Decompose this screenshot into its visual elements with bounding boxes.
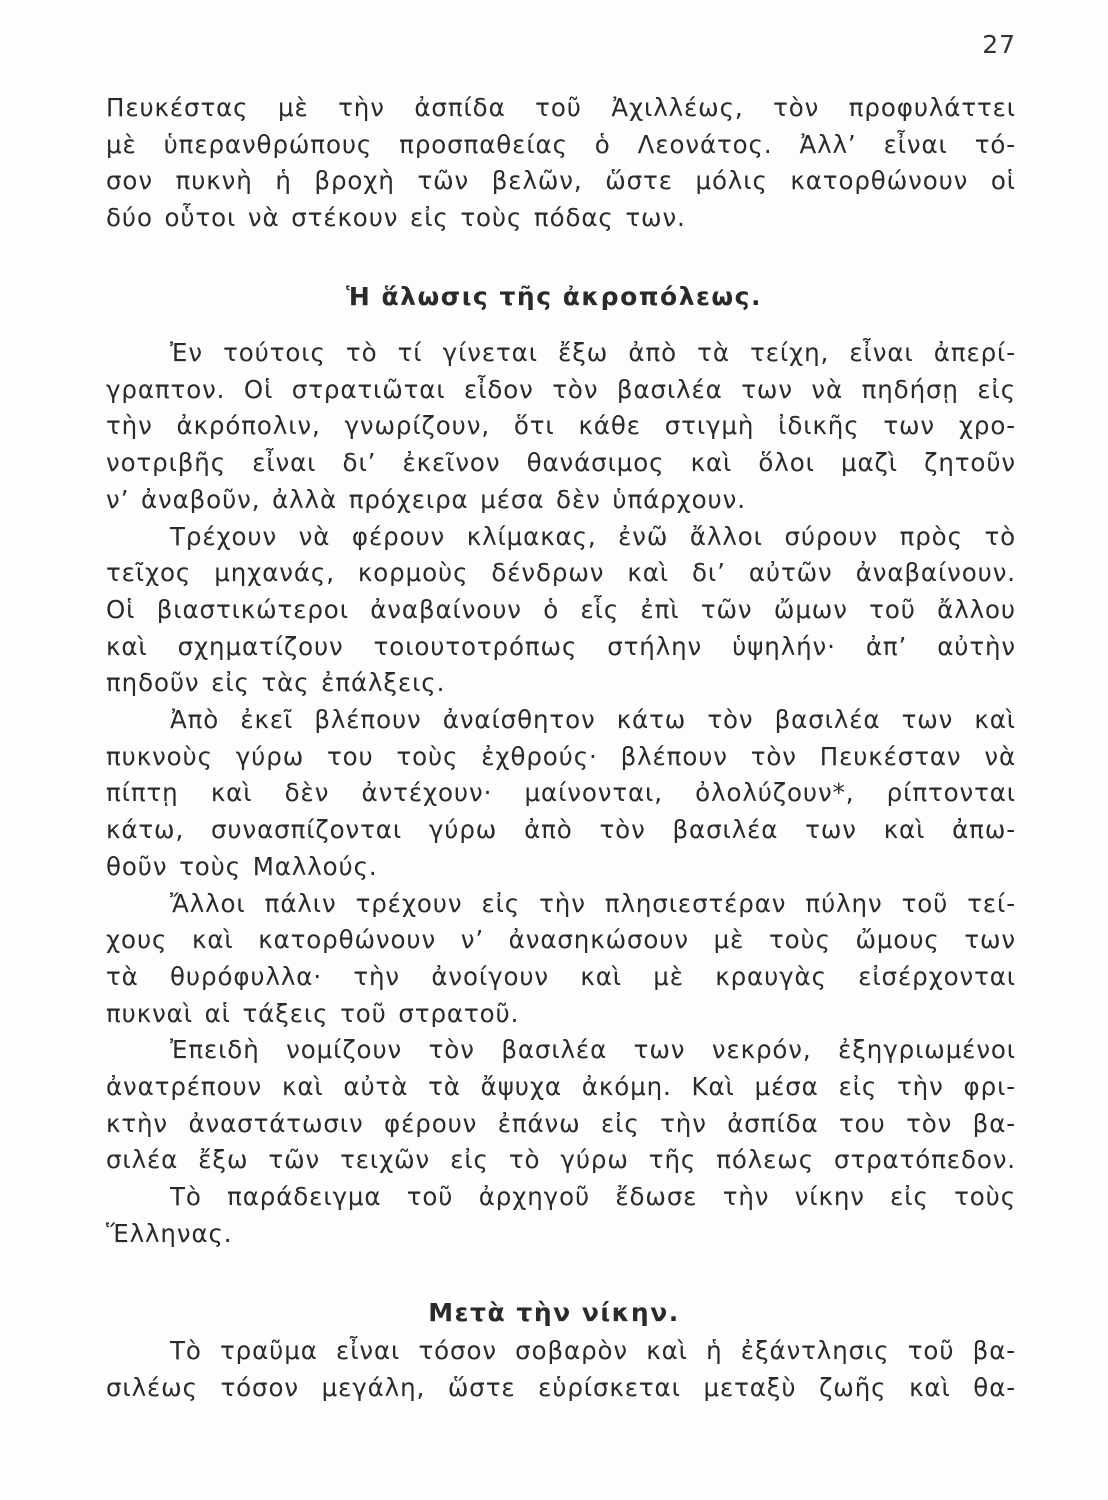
text-line: τὰ θυρόφυλλα· τὴν ἀνοίγουν καὶ μὲ κραυγὰς εἰσέρχονται xyxy=(106,961,1016,991)
text-line: Ἄλλοι πάλιν τρέχουν εἰς τὴν πλησιεστέραν πύλην τοῦ τεί- xyxy=(170,888,1016,918)
text-line: Πευκέστας μὲ τὴν ἀσπίδα τοῦ Ἀχιλλέως, τὸν προφυλάττει xyxy=(106,93,1016,122)
text-line: Τὸ τραῦμα εἶναι τόσον σοβαρὸν καὶ ἡ ἐξάντλησις τοῦ βα- xyxy=(170,1336,1016,1365)
text-line: Ἕλληνας. xyxy=(106,1218,233,1248)
text-line: καὶ σχηματίζουν τοιουτοτρόπως στήλην ὑψηλήν· ἀπ’ αὐτὴν xyxy=(106,631,1016,661)
section-heading-after-victory: Μετὰ τὴν νίκην. xyxy=(428,1298,680,1327)
text-line: πηδοῦν εἰς τὰς ἐπάλξεις. xyxy=(106,668,446,698)
section-after-victory xyxy=(106,1333,1016,1406)
text-line: μὲ ὑπερανθρώπους προσπαθείας ὁ Λεονάτος. Ἀλλ’ εἶναι τό- xyxy=(106,129,1016,159)
section-capture-of-acropolis xyxy=(106,335,1016,1253)
section-heading-capture-of-acropolis: Ἡ ἅλωσις τῆς ἀκροπόλεως. xyxy=(346,282,762,311)
text-line: νοτριβῆς εἶναι δι’ ἐκεῖνον θανάσιμος καὶ ὅλοι μαζὶ ζητοῦν xyxy=(106,448,1016,478)
text-line: σιλέα ἔξω τῶν τειχῶν εἰς τὸ γύρω τῆς πόλεως στρατόπεδον. xyxy=(106,1145,1016,1175)
text-line: Ἐν τούτοις τὸ τί γίνεται ἔξω ἀπὸ τὰ τείχη, εἶναι ἀπερί- xyxy=(170,338,1016,367)
text-line: κτὴν ἀναστάτωσιν φέρουν ἐπάνω εἰς τὴν ἀσπίδα του τὸν βα- xyxy=(106,1108,1016,1138)
text-line: ν’ ἀναβοῦν, ἀλλὰ πρόχειρα μέσα δὲν ὑπάρχουν. xyxy=(106,484,746,514)
text-line: πυκνοὺς γύρω του τοὺς ἐχθρούς· βλέπουν τὸν Πευκέσταν νὰ xyxy=(106,741,1016,771)
text-line: Ἐπειδὴ νομίζουν τὸν βασιλέα των νεκρόν, ἐξηγριωμένοι xyxy=(170,1035,1016,1065)
text-line: πυκναὶ αἱ τάξεις τοῦ στρατοῦ. xyxy=(106,998,520,1028)
text-line: τὴν ἀκρόπολιν, γνωρίζουν, ὅτι κάθε στιγμὴ ἰδικῆς των χρο- xyxy=(106,411,1016,441)
text-line: χους καὶ κατορθώνουν ν’ ἀνασηκώσουν μὲ τοὺς ὤμους των xyxy=(106,925,1016,955)
text-line: Τὸ παράδειγμα τοῦ ἀρχηγοῦ ἔδωσε τὴν νίκην εἰς τοὺς xyxy=(170,1182,1016,1212)
text-line: Οἱ βιαστικώτεροι ἀναβαίνουν ὁ εἷς ἐπὶ τῶν ὤμων τοῦ ἄλλου xyxy=(106,594,1016,624)
text-line: Τρέχουν νὰ φέρουν κλίμακας, ἐνῶ ἄλλοι σύρουν πρὸς τὸ xyxy=(170,521,1016,551)
text-line: Ἀπὸ ἐκεῖ βλέπουν ἀναίσθητον κάτω τὸν βασιλέα των καὶ xyxy=(170,705,1016,735)
text-line: γραπτον. Οἱ στρατιῶται εἶδον τὸν βασιλέα των νὰ πηδήσῃ εἰς xyxy=(106,374,1016,404)
paragraph-continued xyxy=(106,90,1016,237)
page-number: 27 xyxy=(982,30,1016,59)
text-line: σον πυκνὴ ἡ βροχὴ τῶν βελῶν, ὥστε μόλις κατορθώνουν οἱ xyxy=(106,166,1016,196)
text-line: δύο οὗτοι νὰ στέκουν εἰς τοὺς πόδας των. xyxy=(106,203,686,233)
text-line: θοῦν τοὺς Μαλλούς. xyxy=(106,851,378,881)
text-line: τεῖχος μηχανάς, κορμοὺς δένδρων καὶ δι’ αὐτῶν ἀναβαίνουν. xyxy=(106,558,1016,588)
text-line: ἀνατρέπουν καὶ αὐτὰ τὰ ἄψυχα ἀκόμη. Καὶ μέσα εἰς τὴν φρι- xyxy=(106,1072,1016,1102)
text-line: πίπτῃ καὶ δὲν ἀντέχουν· μαίνονται, ὀλολύζουν*, ρίπτονται xyxy=(106,778,1016,808)
text-line: σιλέως τόσον μεγάλη, ὥστε εὑρίσκεται μεταξὺ ζωῆς καὶ θα- xyxy=(106,1372,1016,1402)
text-line: κάτω, συνασπίζονται γύρω ἀπὸ τὸν βασιλέα των καὶ ἀπω- xyxy=(106,815,1016,845)
